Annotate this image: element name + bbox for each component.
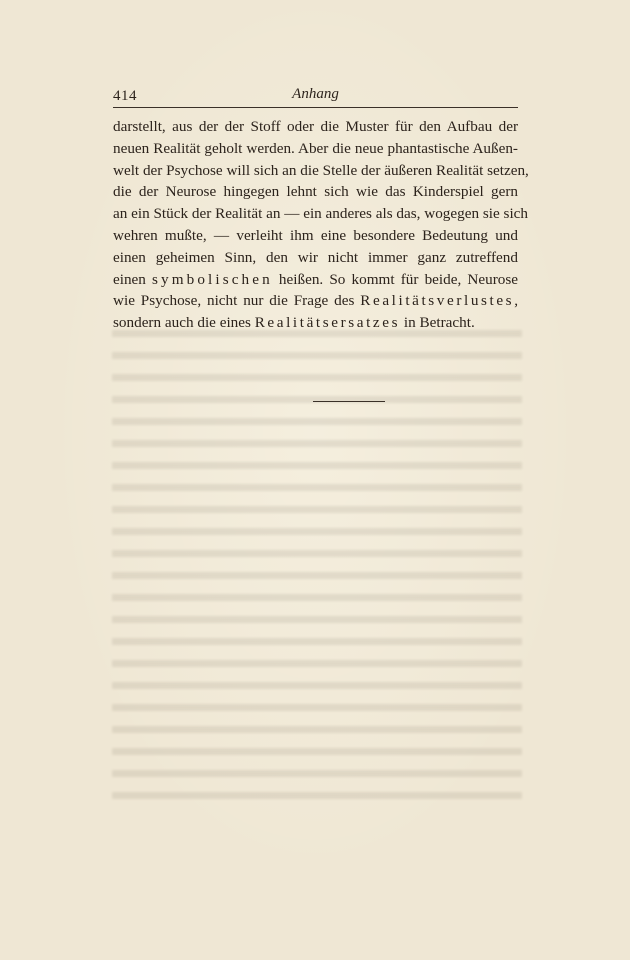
page-number: 414 <box>113 88 137 104</box>
text-line: welt der Psychose will sich an die Stelle der äußeren Realität setzen, <box>113 161 529 179</box>
header-rule <box>113 107 518 108</box>
spaced-emphasis: Realitätsverlustes <box>360 292 515 310</box>
section-end-rule <box>313 401 385 402</box>
spaced-emphasis: Realitätsersatzes <box>254 314 401 332</box>
text-line: einen geheimen Sinn, den wir nicht immer ganz zutreffend <box>113 248 518 266</box>
text-line: einen symbolischen heißen. So kommt für beide, Neurose <box>113 270 519 288</box>
show-through-text <box>112 330 522 810</box>
text-line: sondern auch die eines Realitätsersatzes in Betracht. <box>113 314 475 332</box>
spaced-emphasis: symbolischen <box>152 270 273 288</box>
text-line: wehren mußte, — verleiht ihm eine besondere Bedeutung und <box>113 226 518 244</box>
text-line: die der Neurose hingegen lehnt sich wie das Kinderspiel gern <box>113 183 518 201</box>
text-line: darstellt, aus der der Stoff oder die Muster für den Aufbau der <box>113 118 518 135</box>
text-line: wie Psychose, nicht nur die Frage des Realitätsverlustes, <box>113 292 518 310</box>
running-head: Anhang <box>292 86 339 102</box>
body-text <box>113 116 529 334</box>
text-line: neuen Realität geholt werden. Aber die neue phantastische Außen- <box>113 139 518 157</box>
page-header <box>113 86 518 106</box>
text-line: an ein Stück der Realität an — ein anderes als das, wogegen sie sich <box>113 205 528 223</box>
